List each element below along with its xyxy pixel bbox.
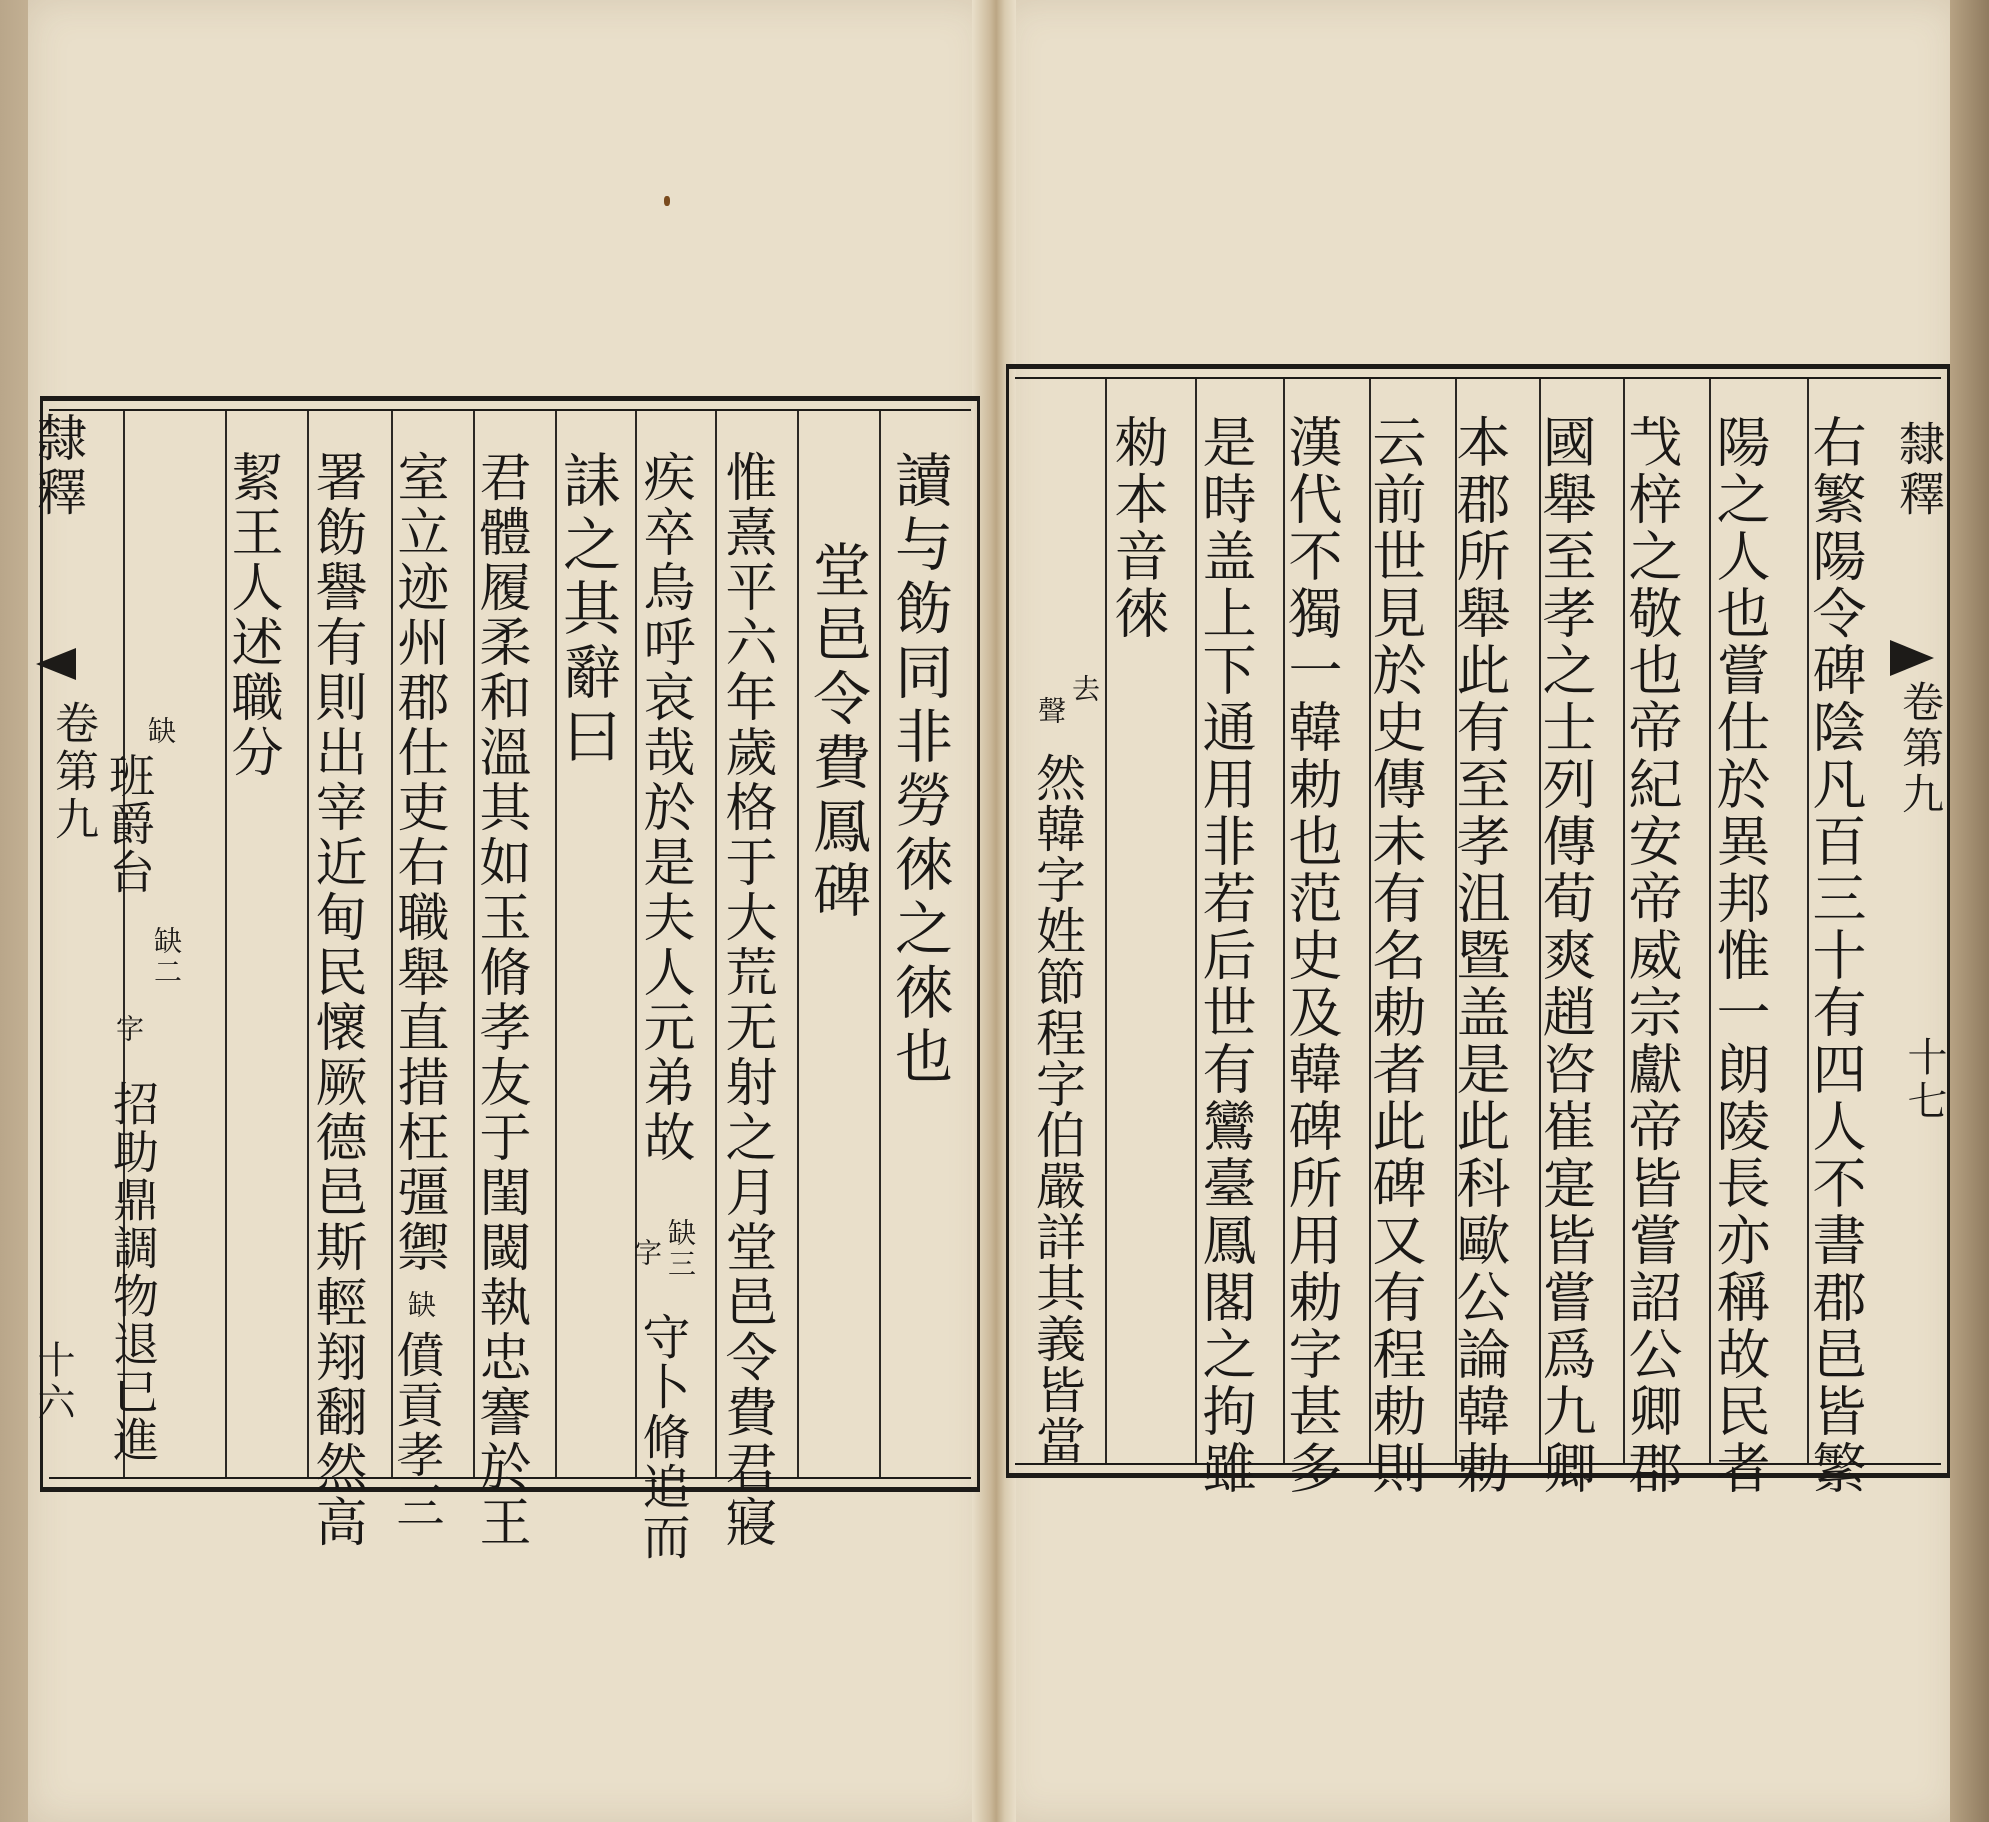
text-column-2: 陽之人也嘗仕於異邦惟一朗陵長亦稱故民者 — [1708, 414, 1771, 1497]
text-column-6: 君體履柔和溫其如玉脩孝友于閨閾執忠謇於王 — [470, 450, 530, 1550]
column-rule — [879, 411, 881, 1477]
ink-spot — [664, 196, 670, 206]
left-margin-folio: 十六 — [31, 1340, 75, 1424]
text-column-7: 室立迹州郡仕吏右職舉直措枉彊禦 — [388, 450, 448, 1275]
text-column-9-mid: 班爵台 — [102, 752, 156, 896]
text-column-1: 右繁陽令碑陰凡百三十有四人不書郡邑皆繁 — [1804, 414, 1867, 1497]
text-column-6: 云前世見於史傳未有名勅者此碑又有程勅則 — [1364, 414, 1427, 1497]
right-margin-title: 隸釋 — [1892, 420, 1946, 520]
column-rule — [797, 411, 799, 1477]
text-column-8: 是時盖上下通用非若后世有鸞臺鳳閣之拘雖 — [1194, 414, 1257, 1497]
lacuna-note: 缺 — [144, 716, 177, 747]
text-column-4: 國舉至孝之士列傳荀爽趙咨崔寔皆嘗爲九卿 — [1534, 414, 1597, 1497]
right-margin-chapter: 卷第九 — [1896, 680, 1945, 818]
left-margin-title: 隸釋 — [29, 412, 87, 520]
fishtail-mark — [1890, 640, 1934, 676]
text-column-2: 堂邑令費鳳碑 — [803, 540, 871, 924]
lacuna-note: 字 — [630, 1238, 663, 1269]
right-margin-folio: 十七 — [1901, 1036, 1947, 1124]
text-column-3: 𢦏梓之敬也帝紀安帝威宗獻帝皆嘗詔公卿郡 — [1620, 414, 1683, 1497]
text-column-9: 絜王人述職分 — [222, 450, 282, 780]
text-column-7-cont: 僨貢孝三 — [388, 1330, 444, 1530]
text-column-9-cont: 招助鼎調物退已進 — [106, 1080, 160, 1464]
phonetic-note: 去 — [1068, 674, 1101, 705]
text-column-4: 疾卒烏呼哀哉於是夫人元弟故 — [634, 450, 694, 1165]
text-column-9-cont: 然韓字姓節程字伯嚴詳其義皆當 — [1028, 752, 1086, 1466]
lacuna-note: 缺三 — [664, 1218, 697, 1280]
text-column-5: 本郡所舉此有至孝沮暨盖是此科歐公論韓勅 — [1448, 414, 1511, 1497]
left-margin-chapter: 卷第九 — [47, 700, 98, 844]
text-column-7: 漢代不獨一韓勅也范史及韓碑所用勅字甚多 — [1280, 414, 1343, 1497]
lacuna-note: 缺二 — [150, 926, 183, 988]
text-column-1: 讀与飭同非勞徠之徠也 — [885, 450, 953, 1090]
lacuna-note: 缺 — [404, 1290, 437, 1321]
text-column-5: 誄之其辭曰 — [553, 450, 621, 770]
phonetic-note: 聲 — [1034, 696, 1067, 727]
lacuna-note: 字 — [112, 1014, 145, 1045]
fishtail-mark — [36, 648, 76, 680]
text-column-9: 勑本音徠 — [1106, 414, 1169, 642]
text-column-4-cont: 守卜脩追而 — [634, 1312, 690, 1562]
page-edge — [1950, 0, 1989, 1822]
text-column-3: 惟熹平六年歲格于大荒无射之月堂邑令費君寢 — [716, 450, 776, 1550]
text-column-8: 署飭譽有則出宰近甸民懷厥德邑斯輕翔翻然高 — [306, 450, 366, 1550]
